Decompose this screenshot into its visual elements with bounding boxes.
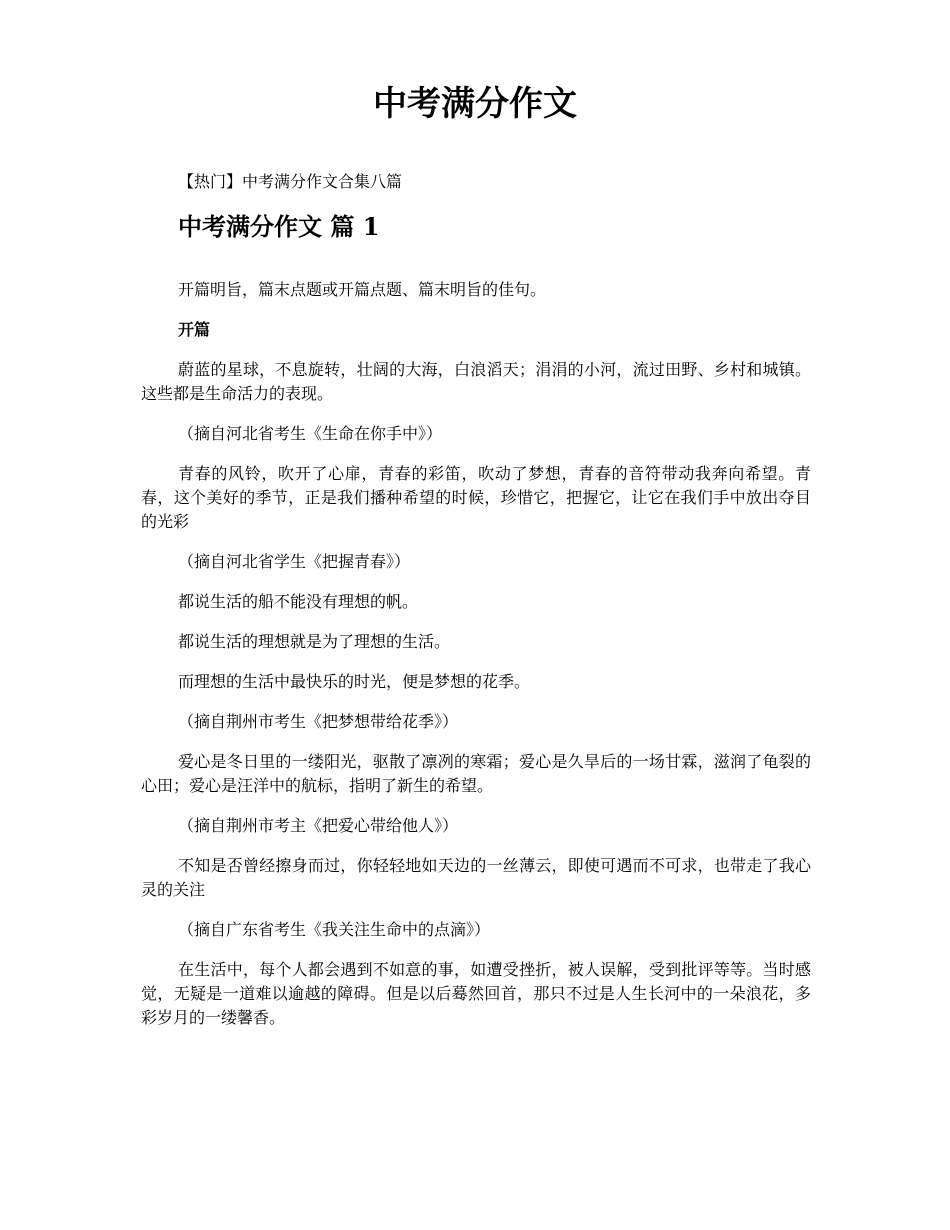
paragraph: 而理想的生活中最快乐的时光，便是梦想的花季。 (178, 672, 531, 691)
paragraph: 在生活中，每个人都会遇到不如意的事，如遭受挫折，被人误解，受到批评等等。当时感觉，无疑是一道难以逾越的障碍。但是以后蓦然回首，那只不过是人生长河中的一朵浪花，多彩岁月的一缕馨香。 (141, 960, 811, 1027)
paragraph-citation: （摘自荆州市考主《把爱心带给他人》） (178, 816, 459, 835)
section-heading: 中考满分作文 篇 1 (178, 212, 380, 241)
paragraph-citation: （摘自荆州市考生《把梦想带给花季》） (178, 712, 459, 731)
paragraph-citation: （摘自广东省考生《我关注生命中的点滴》） (178, 920, 491, 939)
document-body (141, 278, 811, 1046)
paragraph: 都说生活的理想就是为了理想的生活。 (178, 632, 451, 651)
paragraph: 青春的风铃，吹开了心扉，青春的彩笛，吹动了梦想，青春的音符带动我奔向希望。青春，这个美好的季节，正是我们播种希望的时候，珍惜它，把握它，让它在我们手中放出夺目的光彩 (141, 464, 811, 531)
document-subtitle: 【热门】中考满分作文合集八篇 (178, 172, 403, 191)
paragraph: 不知是否曾经擦身而过，你轻轻地如天边的一丝薄云，即使可遇而不可求，也带走了我心灵的关注 (141, 856, 811, 899)
paragraph-citation: （摘自河北省考生《生命在你手中》） (178, 424, 443, 443)
paragraph: 爱心是冬日里的一缕阳光，驱散了凛冽的寒霜；爱心是久旱后的一场甘霖，滋润了龟裂的心田；爱心是汪洋中的航标，指明了新生的希望。 (141, 752, 811, 795)
document-title: 中考满分作文 (373, 84, 577, 124)
paragraph-intro: 开篇明旨，篇末点题或开篇点题、篇末明旨的佳句。 (178, 280, 547, 299)
paragraph: 都说生活的船不能没有理想的帆。 (178, 592, 419, 611)
paragraph-label-opening: 开篇 (178, 320, 211, 339)
paragraph: 蔚蓝的星球，不息旋转，壮阔的大海，白浪滔天；涓涓的小河，流过田野、乡村和城镇。这些都是生命活力的表现。 (141, 360, 811, 403)
paragraph-citation: （摘自河北省学生《把握青春》） (178, 552, 411, 571)
